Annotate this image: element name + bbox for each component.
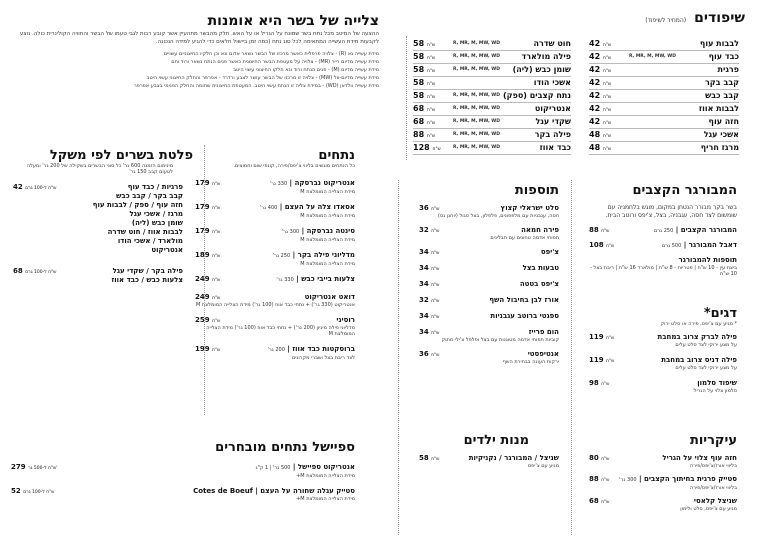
platter-item: שומן כבש (ליה): [131, 219, 183, 227]
grill-item: [589, 142, 739, 155]
doneness-codes: R, MR, M, MW, WD: [453, 132, 500, 137]
price: 199 ש"ח: [195, 345, 221, 353]
price: 34 ש"ח: [419, 280, 440, 288]
grill-item-name: לבבות אווז: [698, 104, 739, 113]
price: 34 ש"ח: [419, 312, 440, 320]
grill-item-name: מרגז חריף: [700, 143, 739, 152]
special-item-line: אנטריקוט ספיישל | 500 גר' | 1 ק"ג 279 ש"ח ל-500 גר': [11, 463, 355, 471]
grill-item: [589, 51, 739, 64]
price: 68 ש"ח: [589, 497, 610, 505]
grill-item-name: שקדי עגל: [535, 117, 571, 126]
grill-title: שיפודים: [694, 10, 745, 26]
item-desc: מידת הצלייה המומלצת M: [300, 237, 355, 243]
item-line: סינטה נברסקה | 300 גר' 179 ש"ח: [195, 227, 355, 235]
grill-list-b: [413, 38, 571, 155]
fish-item: [589, 356, 737, 371]
price: 88 ש"ח: [413, 130, 436, 139]
item-weight: 300 גר': [281, 229, 300, 235]
item-name: סטייק פרגית בחיתוך הקצבים: [644, 475, 737, 483]
price: 48 ש"ח: [589, 130, 612, 139]
grill-item: [589, 103, 739, 116]
burger-item-name: דאבל המבורגר: [688, 241, 737, 249]
doneness-codes: R, MR, M, MW, WD: [453, 145, 500, 150]
item-line: [419, 296, 559, 305]
addons-item: [419, 328, 559, 343]
item-name: צ'יפס בטטה: [519, 280, 559, 288]
doneness-codes: R, MR, M, MW, WD: [453, 106, 500, 111]
addons-item: [419, 312, 559, 321]
item-line: [589, 454, 737, 463]
grill-item-name: קבב בקר: [704, 78, 739, 87]
addons-divider-left: [398, 180, 399, 535]
price: 80 ש"ח: [589, 454, 610, 462]
cuts-item: [195, 251, 355, 267]
price: 259 ש"ח: [195, 316, 221, 324]
item-name: אסאדו צלה על העצם: [284, 203, 355, 211]
butcher-burger-desc: בשר בקר מבורר הנטחן במקום, מוגש בלחמניה עם שומשום לצד חסה, עגבניה, בצל, צ'יפס ורוטב הבית.: [605, 204, 737, 219]
item-line: [419, 248, 559, 257]
item-desc: סלמון צלוי על הגריל: [693, 388, 737, 394]
platter-item: חזה עוף / ספק / לבבות עוף: [92, 201, 183, 209]
item-name: סלט ישראלי קצוץ: [500, 204, 559, 212]
special-item-desc: מידת הצלייה המומלצת M+: [296, 496, 355, 502]
mains-title: עיקריות: [689, 433, 737, 448]
fish-section: [589, 306, 737, 402]
mains-item: [589, 475, 737, 491]
price: 42 ש"ח: [589, 78, 612, 87]
item-line: [589, 379, 737, 388]
item-line: אסאדו צלה על העצם | 400 גר' 179 ש"ח: [195, 203, 355, 211]
item-name: סינטה נברסקה: [306, 227, 355, 235]
doneness-codes: R, MR, M, MW, WD: [453, 119, 500, 124]
item-line: [195, 316, 355, 325]
grill-subtitle: (המחיר לשיפוד): [645, 17, 687, 24]
item-line: [589, 356, 737, 365]
item-desc: לצד ריבת בצל ושברי מקרונים: [291, 355, 355, 361]
item-weight: 330 גר': [276, 277, 294, 283]
price: 42 ש"ח: [589, 104, 612, 113]
platter-item: קבב בקר / קבב כבש: [116, 192, 183, 200]
special-section: [11, 440, 355, 510]
doneness-codes: R, MR, M, MW, WD: [453, 41, 500, 46]
addons-item: [419, 280, 559, 289]
kids-section: [419, 433, 559, 469]
price: 42 ש"ח: [589, 65, 612, 74]
grill-item-name: פילה מולארד: [521, 52, 571, 61]
burger-item-weight: 500 גרם: [661, 243, 682, 249]
item-name: מדליוני פילה בקר: [297, 251, 355, 259]
item-desc: מגיע עם צ'יפס, סלט ולימון: [680, 506, 737, 512]
platter-price: 68 ש"ח ל-100 גרם: [13, 267, 57, 275]
item-line: [195, 293, 355, 302]
grill-list-a: [589, 38, 739, 155]
fish-title: דגים*: [703, 306, 737, 321]
item-line: אנטריקוט נברסקה | 330 גר' 179 ש"ח: [195, 179, 355, 187]
price: 58 ש"ח: [413, 52, 436, 61]
burger-extras-title: תוספות להמבורגר: [678, 256, 737, 264]
kids-title: מנות ילדים: [463, 433, 529, 448]
item-weight: 330 גר': [269, 181, 288, 187]
special-item-weight: 500 גר' | 1 ק"ג: [255, 465, 291, 471]
special-item-line: [11, 487, 355, 496]
price: 42 ש"ח: [589, 91, 612, 100]
grill-item: [589, 77, 739, 90]
doneness-level: מידת עשייה מדיום (M) - פנים הנתח ורוד ונא חלקו החיצוני עשוי היטב: [233, 67, 379, 73]
doneness-level: מידת עשייה וולדאן (WD) - במידת צליה זו הנתח עשוי היטב. המעטפת החיצונית שחומה והחלק הפנימי בצבע אפרפר: [133, 83, 379, 89]
fish-item: [589, 333, 737, 348]
item-desc: תפוחי אדמה טחונים עם תבלינים: [490, 235, 559, 241]
item-name: רוסיני: [336, 316, 355, 324]
item-line: [419, 350, 559, 359]
price: 119 ש"ח: [589, 333, 615, 341]
item-name: פילה דניס צרוב במחבת: [661, 356, 737, 364]
item-name: שניצל קלאסי: [693, 497, 737, 505]
item-name: אנטריקוט נברסקה: [294, 179, 355, 187]
grill-item: [413, 116, 571, 129]
grill-item: [413, 77, 571, 90]
grill-item: [589, 90, 739, 103]
grill-item-name: שומן כבש (ליה): [512, 65, 571, 74]
platter-item: אנטריקוט: [151, 246, 183, 254]
item-name: אנטיפסטי: [527, 350, 559, 358]
price: 42 ש"ח: [589, 52, 612, 61]
addons-section: [419, 183, 559, 372]
fish-note: * מגיע עם צ'יפס, פירה או סלט ירוק: [660, 321, 737, 327]
kids-item-desc: מגיע עם צ'יפס: [527, 463, 559, 469]
cuts-item: [195, 203, 355, 219]
price: 42 ש"ח: [589, 39, 612, 48]
grill-item-name: פילה בקר: [534, 130, 571, 139]
item-line: [419, 226, 559, 235]
item-desc: ירקות העונה בבחירת השף: [502, 359, 559, 365]
platter-subtitle: מינימום הזמנה 600 גר' כל סוגי הבשרים בשקילה של 200 גר' ומעלה לטעום קבב 150 גר': [26, 163, 173, 175]
platter-price: 42 ש"ח ל-100 גרם: [13, 183, 57, 191]
item-line: [419, 264, 559, 273]
item-name: צלעות בייבי כבש: [301, 275, 355, 283]
mains-item: [589, 497, 737, 512]
item-desc: מדליוני פילה מיניון (200 גר') + נתחי כבד אווז (100 גר') מידת הצלייה המומלצת M: [206, 325, 355, 337]
item-desc: מידת הצלייה המומלצת M: [300, 189, 355, 195]
grill-item-name: אשכי הודו: [533, 78, 571, 87]
price: 58 ש"ח: [413, 65, 436, 74]
item-name: חזה עוף צלוי על הגריל: [662, 454, 737, 462]
item-weight: 200 גר': [267, 347, 285, 353]
addons-item: [419, 248, 559, 257]
special-item: [11, 463, 355, 479]
grill-item-name: כבד עוף: [708, 52, 739, 61]
price: 189 ש"ח: [195, 251, 221, 259]
item-line: [419, 204, 559, 213]
platter-item: מרגז / אשכי עגל: [129, 210, 183, 218]
burger-item: דאבל המבורגר | 500 גרם 108 ש"ח: [589, 241, 737, 249]
grill-item-name: נתח קצבים (ספק): [503, 91, 571, 100]
price: 108 ש"ח: [589, 241, 615, 249]
kids-item-price: 58 ש"ח: [419, 454, 440, 462]
item-line: סטייק פרגית בחיתוך הקצבים | 300 גר' 88 ש"ח: [589, 475, 737, 483]
grill-item: [413, 38, 571, 51]
item-desc: חסה, עגבניות עם מלפפונים, פלפלון, בצל סגול (יוחנן נס): [438, 213, 559, 219]
item-desc: מידת הצלייה המומלצת M: [300, 213, 355, 219]
item-name: פילה לברק צרוב במחבת: [657, 333, 737, 341]
fish-item: [589, 379, 737, 394]
cuts-item: [195, 227, 355, 243]
addons-title: תוספות: [514, 183, 559, 198]
item-weight: 300 גר': [619, 477, 637, 483]
cuts-subtitle: כל הנתחים מוגשים בליווי צ'יפס/פירה, קונפי שום וחמוצים.: [233, 163, 355, 169]
item-line: [419, 280, 559, 289]
price: 128 ש"ח: [413, 143, 441, 152]
grill-item-name: אשכי עגל: [703, 130, 739, 139]
burger-item: המבורגר הקצבים | 250 גרם 88 ש"ח: [589, 226, 737, 234]
doneness-codes: R, MR, M, MW, WD: [453, 93, 500, 98]
price: 36 ש"ח: [419, 204, 440, 212]
item-desc: מידת הצלייה המומלצת M: [300, 261, 355, 267]
item-line: [589, 497, 737, 506]
price: 48 ש"ח: [589, 143, 612, 152]
price: 68 ש"ח: [413, 104, 436, 113]
item-name: דואט אנטריקוט: [304, 293, 355, 301]
special-item-desc: מידת הצלייה המומלצת M+: [296, 473, 355, 479]
burger-item-name: המבורגר הקצבים: [680, 226, 737, 234]
doneness-codes: R, MR, M, MW, WD: [453, 67, 500, 72]
doneness-codes: R, MR, M, MW, WD: [629, 54, 676, 59]
platter-item: לבבות אווז / חוט שדרה: [107, 228, 183, 236]
grill-item: [413, 90, 571, 103]
platter-item: מולארד / אשכי הודו: [117, 237, 183, 245]
burger-item-weight: 250 גרם: [653, 228, 674, 234]
platter-item: פרגיות / כבד עוף: [127, 183, 183, 191]
special-price: 279 ש"ח ל-500 גר': [11, 463, 58, 471]
intro-text: ההצעה של המיטב מכל נתח בשר שמונח על הגריל או על האש. חלק מהבשר מתהעיין אשר קובע רבות לגבי טעמו של הבשר והחוויה הקולינרית כולה. נוצע לקבעות מידת העשייה המתאימה לכל סוג נתח (כמה זמן ביישול חלאים כדי להגיע למידה הנכונה.: [19, 31, 379, 45]
item-weight: 400 גר': [259, 205, 278, 211]
price: 58 ש"ח: [413, 91, 436, 100]
burger-extras: ביצת עין - 10 ש"ח | פטריות - 8 ש"ח | מולארד 16 ש"ח | ריבת בצל - 10 ש"ח: [590, 265, 737, 277]
item-name: ברוסקטות כבד אווז: [292, 345, 355, 353]
grill-item: [589, 38, 739, 51]
cuts-section: [195, 148, 355, 369]
doneness-level: מידת עשייה מדיום-וול (MW) - צלויה זו מרכזו של הבשר עושר לצבע ורדרד - אפרפר והחלק החיצוני עשוי היטב: [146, 75, 379, 81]
doneness-level: מידת עשייה מדיום רייר (MR) - צלויה על מעטפת הבשר החיצונית כאשר פנים הנתח נשאר ורוד וחם: [171, 59, 379, 65]
cuts-item: [195, 316, 355, 337]
addons-item: [419, 350, 559, 365]
platter-item: צלעות כבש / כבד אווז: [111, 276, 183, 284]
intro-section: [19, 10, 379, 90]
cuts-title: נתחים: [318, 148, 355, 163]
price: 42 ש"ח: [589, 117, 612, 126]
addons-item: [419, 204, 559, 219]
item-line: [419, 312, 559, 321]
price: 34 ש"ח: [419, 328, 440, 336]
item-line: צלעות בייבי כבש | 330 גר' 249 ש"ח: [195, 275, 355, 283]
doneness-level: מידת עשייה נא (R) - צלויה פרפלית כאשר מרכזו של הבשר נשאר אדום ונא וכן חלקיו החיצוניים עשויים: [163, 51, 379, 57]
item-name: אורז לבן בחיבול השף: [489, 296, 559, 304]
butcher-burger-title: המבורגר הקצבים: [632, 183, 737, 198]
item-line: [589, 333, 737, 342]
price: 32 ש"ח: [419, 226, 440, 234]
price: 68 ש"ח: [413, 117, 436, 126]
price: 179 ש"ח: [195, 179, 221, 187]
addons-item: [419, 264, 559, 273]
addons-item: [419, 226, 559, 241]
cuts-item: [195, 293, 355, 308]
item-name: צ'יפס: [540, 248, 559, 256]
special-item: [11, 487, 355, 502]
platter-title: פלטת בשרים לפי משקל: [49, 148, 193, 163]
item-line: [419, 328, 559, 337]
butcher-burger-section: [589, 183, 737, 277]
kids-item: [419, 454, 559, 463]
grill-item: [413, 103, 571, 116]
grill-item: [589, 64, 739, 77]
item-name: הום פרייז: [528, 328, 559, 336]
addons-item: [419, 296, 559, 305]
addons-divider-right: [571, 180, 572, 535]
price: 179 ש"ח: [195, 227, 221, 235]
grill-item: [413, 129, 571, 142]
grill-item-name: חוט שדרה: [533, 39, 571, 48]
platter-group: [13, 183, 193, 255]
platter-section: [13, 148, 193, 297]
grill-item-name: קבב כבש: [705, 91, 739, 100]
item-desc: קוביות תפוחי אדמה מטוגנות עם בצל ופלפל צ'ילי מתוק: [441, 337, 559, 343]
cuts-item: [195, 275, 355, 285]
special-title: ספיישל נתחים מובחרים: [215, 440, 355, 455]
item-desc: בליווי אורז/צ'יפס/פירה: [689, 485, 737, 491]
cuts-item: [195, 345, 355, 361]
kids-item-name: שניצל / המבורגר / נקניקיות: [468, 454, 559, 462]
item-line: ברוסקטות כבד אווז | 200 גר' 199 ש"ח: [195, 345, 355, 353]
item-line: מדליוני פילה בקר | 250 גר' 189 ש"ח: [195, 251, 355, 259]
grill-item: [589, 116, 739, 129]
mains-section: [589, 433, 737, 518]
grill-item: [413, 51, 571, 64]
grill-item-name: לבבות עוף: [699, 39, 739, 48]
cuts-divider: [204, 145, 205, 415]
special-price: 52 ש"ח ל-100 גרם: [11, 487, 55, 495]
intro-title: צלייה של בשר היא אומנות: [207, 13, 379, 29]
grill-divider: [406, 36, 407, 160]
grill-item-name: פרגית: [717, 65, 739, 74]
price: 88 ש"ח: [589, 226, 610, 234]
item-desc: על מצע ירוקי לצד סלט עלים: [675, 342, 737, 348]
grill-item-name: כבד אווז: [539, 143, 571, 152]
item-desc: אנטריקוט (330 גר') + נתחי כבד אווז (100 גר') מידת הצלייה המומלצת M: [195, 302, 355, 308]
platter-group: [13, 267, 193, 285]
grill-section: [417, 10, 745, 26]
platter-item: פילה בקר / שקדי עגל: [112, 267, 183, 275]
price: 36 ש"ח: [419, 350, 440, 358]
price: 179 ש"ח: [195, 203, 221, 211]
cuts-item: [195, 179, 355, 195]
grill-item-name: אנטריקוט: [534, 104, 571, 113]
price: 58 ש"ח: [413, 78, 436, 87]
price: 88 ש"ח: [589, 475, 610, 483]
price: 32 ש"ח: [419, 296, 440, 304]
price: 34 ש"ח: [419, 248, 440, 256]
mains-item: [589, 454, 737, 469]
item-weight: 250 גר': [272, 253, 291, 259]
item-name: ספגטי ברוטב עגבניות: [490, 312, 559, 320]
special-item-name: אנטריקוט ספיישל: [297, 463, 355, 471]
grill-item: [413, 64, 571, 77]
price: 34 ש"ח: [419, 264, 440, 272]
item-desc: בליווי אורז/צ'יפס/פירה: [689, 463, 737, 469]
price: 249 ש"ח: [195, 293, 221, 301]
grill-item-name: חזה עוף: [708, 117, 739, 126]
grill-item: [589, 129, 739, 142]
price: 98 ש"ח: [589, 379, 610, 387]
price: 58 ש"ח: [413, 39, 436, 48]
item-name: פירה חמאה: [521, 226, 559, 234]
item-name: שיפוד סלמון: [697, 379, 737, 387]
item-desc: על מצע ירוקי לצד סלט עלים: [675, 365, 737, 371]
item-name: טבעות בצל: [522, 264, 559, 272]
doneness-codes: R, MR, M, MW, WD: [453, 54, 500, 59]
price: 249 ש"ח: [195, 275, 221, 283]
special-item-name: סטייק עגלה שחורה על העצם | Cotes de Boeuf: [193, 487, 355, 495]
price: 119 ש"ח: [589, 356, 615, 364]
grill-item: [413, 142, 571, 155]
